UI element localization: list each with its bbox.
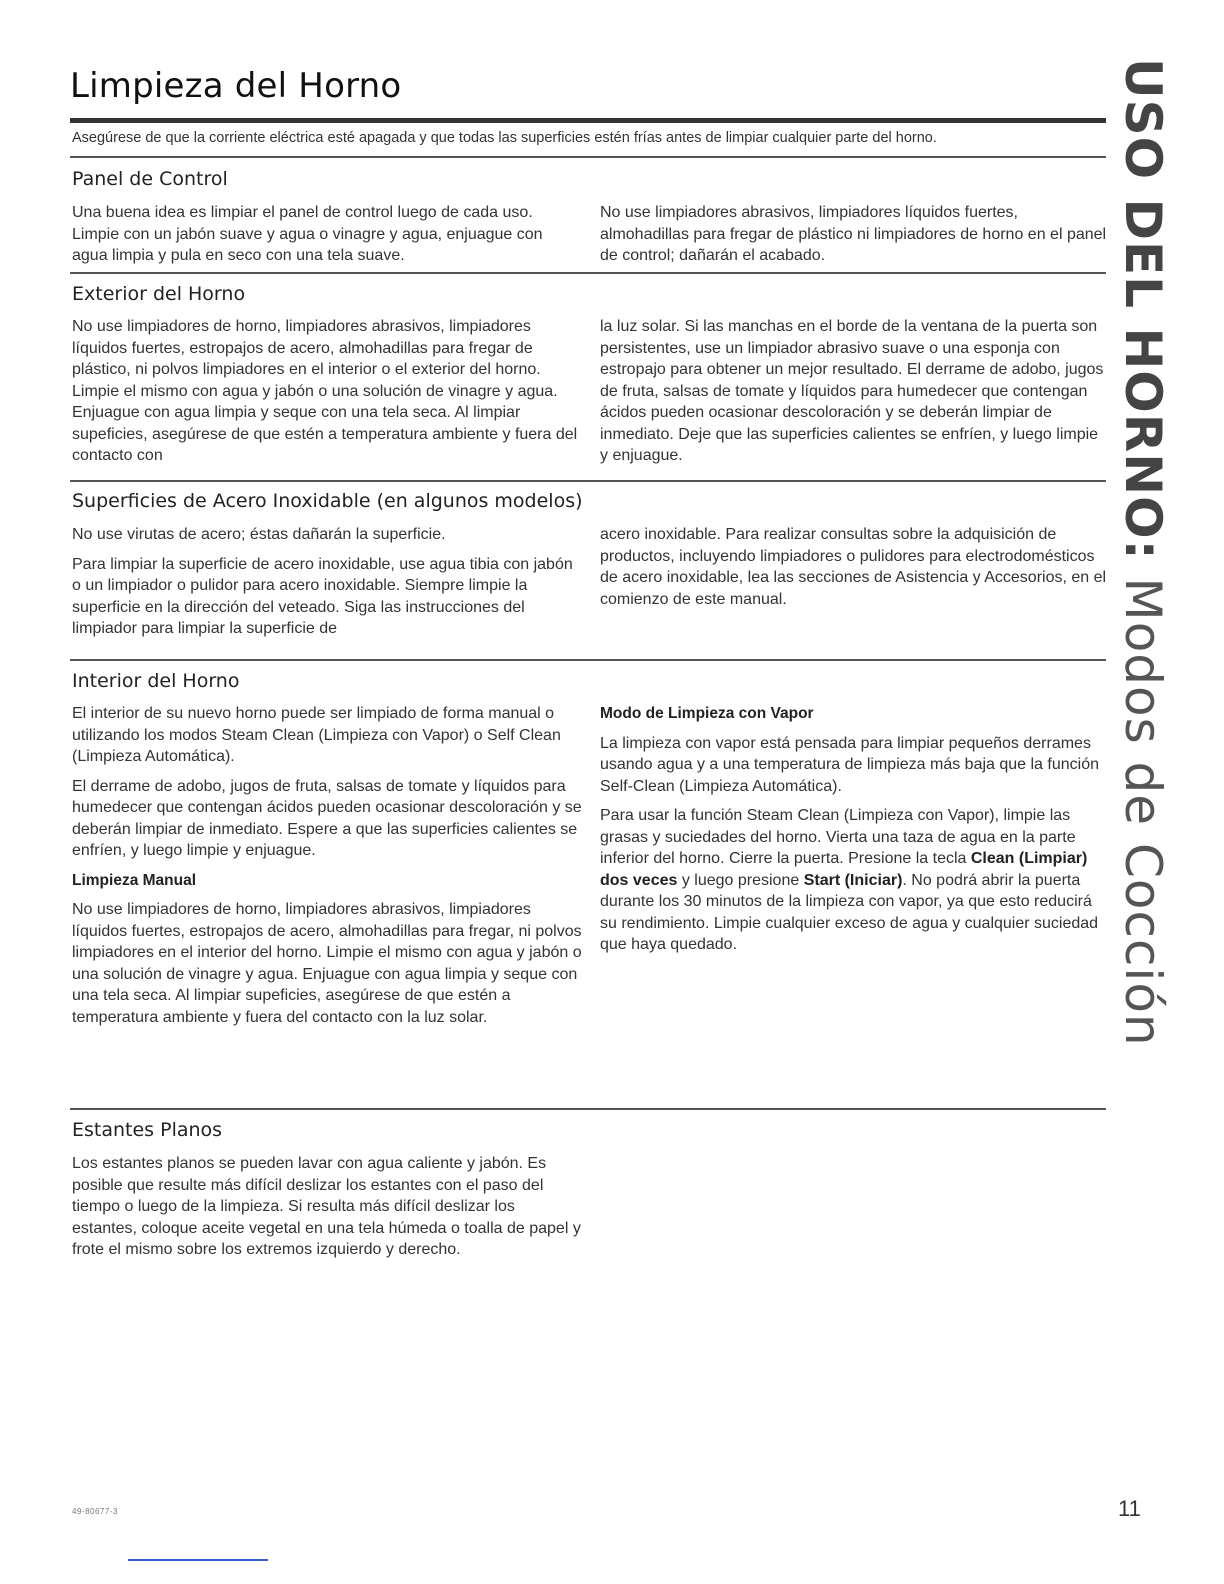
title-rule xyxy=(70,118,1106,123)
paragraph: No use limpiadores abrasivos, limpiadores líquidos fuertes, almohadillas para fregar de plástico ni limpiadores de horno en el panel de control; dañarán el acabado. xyxy=(600,204,1107,264)
paragraph: El derrame de adobo, jugos de fruta, salsas de tomate y líquidos para humedecer que contengan ácidos pueden ocasionar descoloración y se deberán limpiar de inmediato. Espere a que las superficies calientes se enfríen, y luego limpie y enjuague. xyxy=(72,777,582,859)
section-title-interior: Interior del Horno xyxy=(72,670,240,692)
key-start-label: Start (Iniciar) xyxy=(803,871,903,889)
panel-right-column xyxy=(600,202,1110,275)
section-divider xyxy=(70,156,1106,158)
intro-text: Asegúrese de que la corriente eléctrica esté apagada y que todas las superficies estén frías antes de limpiar cualquier parte del horno. xyxy=(72,130,937,146)
paragraph: No use limpiadores de horno, limpiadores abrasivos, limpiadores líquidos fuertes, estropajos de acero, almohadillas para fregar de plástico, ni polvos limpiadores en el interior o el exterior del horno. Limpie el mismo con agua y jabón o una solución de vinagre y agua. Enjuague con agua limpia y seque con una tela seca. Al limpiar supeficies, asegúrese de que estén a temperatura ambiente y fuera del contacto con xyxy=(72,318,578,464)
section-divider xyxy=(70,659,1106,661)
paragraph: Para usar la función Steam Clean (Limpieza con Vapor), limpie las grasas y suciedades del horno. Vierta una taza de agua en la parte inferior del horno. Cierre la puerta. Presione la tecla Clean (Limpiar) dos veces y luego presione Start (Iniciar). No podrá abrir la puerta durante los 30 minutos de la limpieza con vapor, ya que esto reducirá su rendimiento. Limpie cualquier exceso de agua y cualquier suciedad que haya quedado. xyxy=(600,807,1099,953)
paragraph: Para limpiar la superficie de acero inoxidable, use agua tibia con jabón o un limpiador o pulidor para acero inoxidable. Siempre limpie la superficie en la dirección del veteado. Siga las instrucciones del limpiador para limpiar la superficie de xyxy=(72,555,573,637)
section-divider xyxy=(70,1108,1106,1110)
side-tab-light: Modos de Cocción xyxy=(1114,560,1172,1047)
page-title: Limpieza del Horno xyxy=(70,66,402,106)
paragraph: acero inoxidable. Para realizar consultas sobre la adquisición de productos, incluyendo limpiadores o pulidores para electrodomésticos de acero inoxidable, lea las secciones de Asistencia y Accesorios, en el comienzo de este manual. xyxy=(600,526,1107,608)
key-clean-label: Clean (Limpiar) dos veces xyxy=(600,850,1088,889)
acero-right-column xyxy=(600,524,1110,618)
exterior-right-column xyxy=(600,316,1110,475)
subheading-limpieza-manual: Limpieza Manual xyxy=(72,871,197,889)
section-divider xyxy=(70,480,1106,482)
paragraph: El interior de su nuevo horno puede ser limpiado de forma manual o utilizando los modos Steam Clean (Limpieza con Vapor) o Self Clean (Limpieza Automática). xyxy=(72,705,561,765)
section-title-exterior: Exterior del Horno xyxy=(72,283,246,305)
paragraph: Una buena idea es limpiar el panel de control luego de cada uso. Limpie con un jabón suave y agua o vinagre y agua, enjuague con agua limpia y pula en seco con una tela suave. xyxy=(72,204,543,264)
paragraph: La limpieza con vapor está pensada para limpiar pequeños derrames usando agua y a una temperatura de limpieza más baja que la función Self-Clean (Limpieza Automática). xyxy=(600,734,1099,795)
section-title-panel: Panel de Control xyxy=(72,168,228,190)
document-code: 49-80677-3 xyxy=(72,1507,118,1516)
paragraph: No use virutas de acero; éstas dañarán la superficie. xyxy=(72,526,446,543)
interior-left-column xyxy=(72,703,582,1036)
paragraph: la luz solar. Si las manchas en el borde de la ventana de la puerta son persistentes, use un limpiador abrasivo suave o una esponja con estropajo para obtener un mejor resultado. El derrame de adobo, jugos de fruta, salsas de tomate y líquidos para humedecer que contengan ácidos pueden ocasionar descoloración y se deberán limpiar de inmediato. Deje que las superficies calientes se enfríen, y luego limpie y enjuague. xyxy=(600,318,1104,464)
paragraph: Los estantes planos se pueden lavar con agua caliente y jabón. Es posible que resulte más difícil deslizar los estantes con el paso del tiempo o luego de la limpieza. Si resulta más difícil deslizar los estantes, coloque aceite vegetal en una tela húmeda o toalla de papel y frote el mismo sobre los extremos izquierdo y derecho. xyxy=(72,1155,581,1258)
side-tab xyxy=(1112,58,1182,1047)
estantes-left-column xyxy=(72,1153,582,1269)
decorative-line xyxy=(128,1559,268,1561)
interior-right-column xyxy=(600,703,1110,964)
section-title-acero: Superficies de Acero Inoxidable (en algunos modelos) xyxy=(72,490,583,512)
subheading-modo-vapor: Modo de Limpieza con Vapor xyxy=(600,705,814,722)
side-tab-strong: USO DEL HORNO: xyxy=(1114,58,1172,561)
section-divider xyxy=(70,272,1106,274)
panel-left-column xyxy=(72,202,582,275)
page-number: 11 xyxy=(1118,1496,1141,1521)
acero-left-column xyxy=(72,524,582,648)
paragraph: No use limpiadores de horno, limpiadores abrasivos, limpiadores líquidos fuertes, estropajos de acero, almohadillas para fregar, ni polvos limpiadores en el interior del horno. Limpie el mismo con agua y jabón o una solución de vinagre y agua. Enjuague con agua limpia y seque con una tela seca. Al limpiar supeficies, asegúrese de que estén a temperatura ambiente y fuera del contacto con la luz solar. xyxy=(72,901,582,1026)
exterior-left-column xyxy=(72,316,582,475)
section-title-estantes: Estantes Planos xyxy=(72,1119,223,1141)
